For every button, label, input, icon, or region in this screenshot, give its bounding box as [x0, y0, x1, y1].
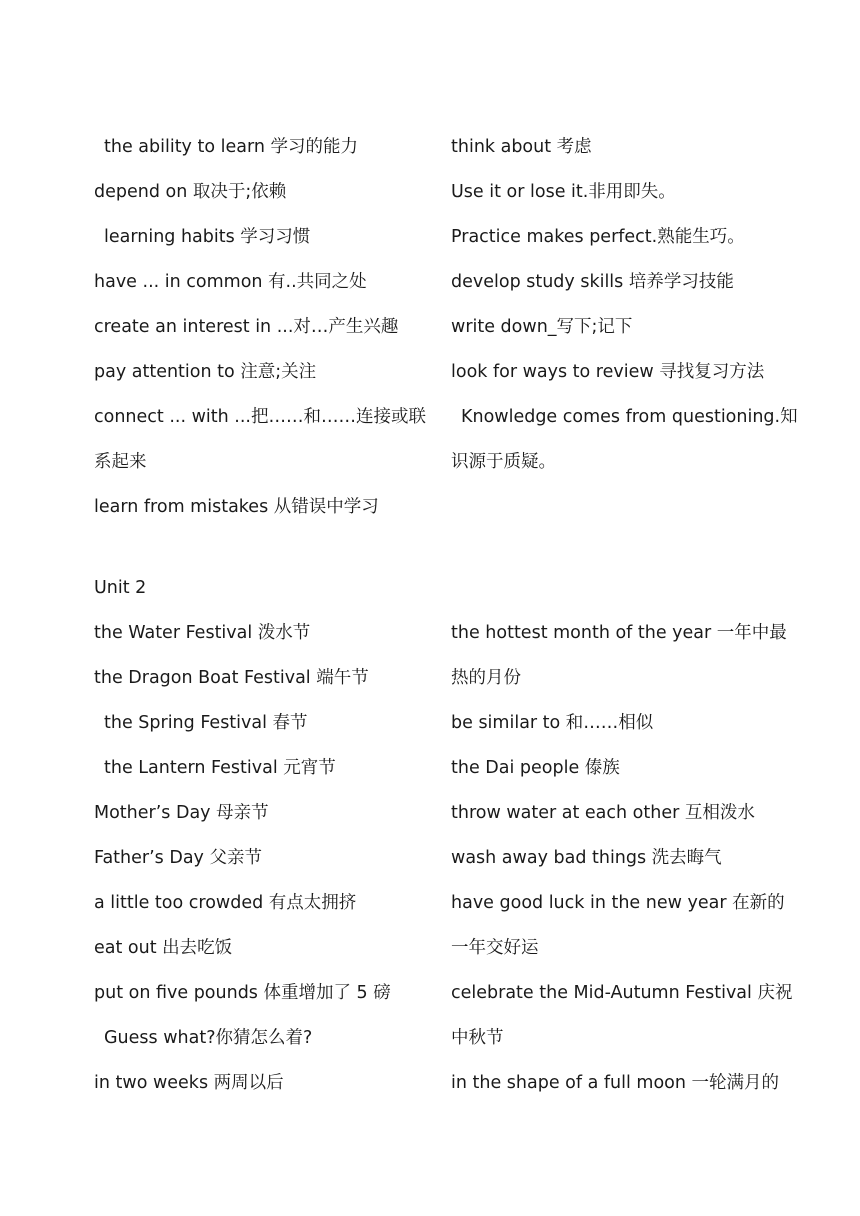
phrase-line: create an interest in ...对…产生兴趣	[94, 317, 399, 337]
phrase-line: Use it or lose it.非用即失。	[451, 182, 676, 202]
phrase-line: eat out 出去吃饭	[94, 938, 233, 958]
phrase-line: have good luck in the new year 在新的	[451, 893, 785, 913]
phrase-line: Practice makes perfect.熟能生巧。	[451, 227, 745, 247]
phrase-line: in the shape of a full moon 一轮满月的	[451, 1073, 780, 1093]
phrase-line: throw water at each other 互相泼水	[451, 803, 755, 823]
phrase-line: celebrate the Mid-Autumn Festival 庆祝	[451, 983, 793, 1003]
phrase-line: the Spring Festival 春节	[104, 713, 308, 733]
phrase-line-continuation: 热的月份	[451, 668, 521, 688]
phrase-line: think about 考虑	[451, 137, 592, 157]
phrase-line: learning habits 学习习惯	[104, 227, 311, 247]
phrase-line: the Water Festival 泼水节	[94, 623, 311, 643]
phrase-line: have ... in common 有..共同之处	[94, 272, 367, 292]
phrase-line: pay attention to 注意;关注	[94, 362, 317, 382]
phrase-line: in two weeks 两周以后	[94, 1073, 284, 1093]
phrase-line: be similar to 和……相似	[451, 713, 654, 733]
phrase-line: connect ... with ...把……和……连接或联	[94, 407, 426, 427]
phrase-line: look for ways to review 寻找复习方法	[451, 362, 765, 382]
unit-heading: Unit 2	[94, 578, 147, 598]
phrase-line: depend on 取决于;依赖	[94, 182, 287, 202]
phrase-line: the Lantern Festival 元宵节	[104, 758, 336, 778]
phrase-line: Knowledge comes from questioning.知	[461, 407, 798, 427]
phrase-line: the Dai people 傣族	[451, 758, 620, 778]
phrase-line: Father’s Day 父亲节	[94, 848, 262, 868]
phrase-line: develop study skills 培养学习技能	[451, 272, 734, 292]
phrase-line-continuation: 识源于质疑。	[451, 452, 556, 472]
phrase-line-continuation: 中秋节	[451, 1028, 504, 1048]
phrase-line-continuation: 系起来	[94, 452, 147, 472]
phrase-line: the Dragon Boat Festival 端午节	[94, 668, 369, 688]
phrase-line: Guess what?你猜怎么着?	[104, 1028, 313, 1048]
phrase-line: learn from mistakes 从错误中学习	[94, 497, 379, 517]
phrase-line: put on five pounds 体重增加了 5 磅	[94, 983, 391, 1003]
phrase-line-continuation: 一年交好运	[451, 938, 539, 958]
phrase-line: a little too crowded 有点太拥挤	[94, 893, 357, 913]
phrase-line: Mother’s Day 母亲节	[94, 803, 269, 823]
phrase-line: write down_写下;记下	[451, 317, 633, 337]
phrase-line: the ability to learn 学习的能力	[104, 137, 359, 157]
phrase-line: the hottest month of the year 一年中最	[451, 623, 787, 643]
phrase-line: wash away bad things 洗去晦气	[451, 848, 722, 868]
